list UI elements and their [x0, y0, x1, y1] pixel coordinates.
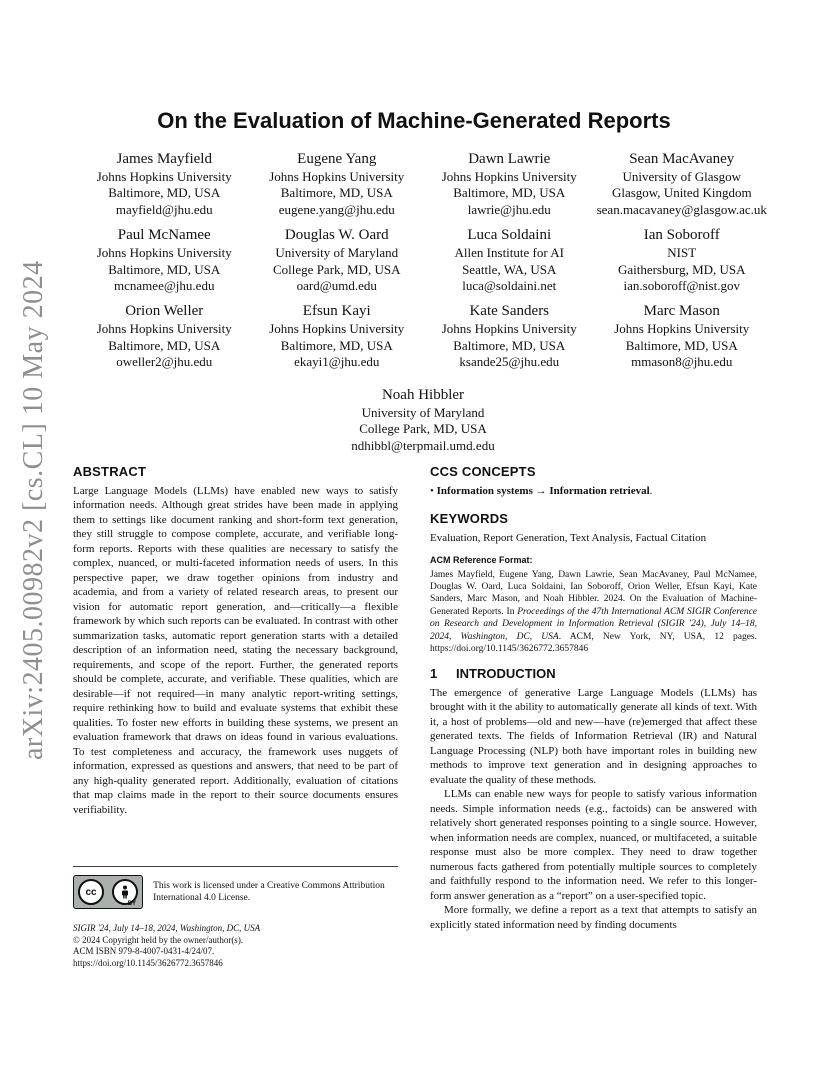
- author-email: oweller2@jhu.edu: [116, 354, 213, 370]
- license-block: [73, 866, 398, 969]
- author-email: ksande25@jhu.edu: [459, 354, 560, 370]
- author-email: sean.macavaney@glasgow.ac.uk: [596, 201, 767, 217]
- ccs-item-information-retrieval: Information retrieval: [549, 484, 650, 497]
- author-name: Ian Soboroff: [643, 227, 720, 244]
- introduction-heading: [430, 667, 757, 682]
- author-affiliation: Johns Hopkins University: [614, 321, 750, 337]
- author-location: College Park, MD, USA: [359, 421, 487, 437]
- acm-reference-text: [430, 569, 757, 656]
- author-email: ndhibbl@terpmail.umd.edu: [351, 437, 495, 453]
- license-text: This work is licensed under a Creative Commons Attribution International 4.0 License.: [153, 880, 385, 903]
- author-location: Baltimore, MD, USA: [280, 185, 393, 201]
- author-card: [596, 150, 769, 218]
- section-title: INTRODUCTION: [456, 666, 556, 682]
- author-name: Marc Mason: [643, 303, 720, 320]
- author-card: [423, 226, 596, 294]
- author-location: Baltimore, MD, USA: [108, 185, 221, 201]
- author-affiliation: University of Maryland: [275, 245, 399, 261]
- acm-reference-heading: ACM Reference Format:: [430, 555, 533, 565]
- ccs-item-information-systems: Information systems: [436, 484, 533, 497]
- author-affiliation: Allen Institute for AI: [454, 245, 564, 261]
- author-affiliation: Johns Hopkins University: [96, 321, 232, 337]
- author-affiliation: Johns Hopkins University: [269, 169, 405, 184]
- author-affiliation: University of Glasgow: [622, 169, 741, 184]
- author-name: Orion Weller: [125, 303, 204, 320]
- author-name: Kate Sanders: [469, 303, 550, 320]
- author-name: Luca Soldaini: [467, 227, 552, 244]
- paper-title: On the Evaluation of Machine-Generated Reports: [157, 108, 671, 133]
- author-grid: [78, 150, 768, 371]
- author-card: [78, 226, 251, 294]
- author-location: College Park, MD, USA: [273, 261, 401, 277]
- ccs-bullet: •: [430, 484, 434, 497]
- author-email: ian.soboroff@nist.gov: [623, 278, 740, 294]
- author-card: [251, 226, 424, 294]
- author-card: [423, 150, 596, 218]
- acm-reference-authors: James Mayfield, Eugene Yang, Dawn Lawrie, Sean MacAvaney, Paul McNamee, Douglas W. Oard, Luca Soldaini, Ian Soboroff, Orion Weller, Efsun Kayi, Kate Sanders, Marc Mason, and Noah Hibbler. 2024. On the Evaluation of Machine-Generated Reports. In: [430, 569, 757, 617]
- cc-by-logo[interactable]: [73, 875, 143, 909]
- right-column: [430, 465, 757, 932]
- isbn-line: ACM ISBN 979-8-4007-0431-4/24/07.: [73, 946, 215, 956]
- author-email: luca@soldaini.net: [462, 278, 557, 294]
- author-email: eugene.yang@jhu.edu: [278, 201, 395, 217]
- ccs-arrow: →: [535, 484, 547, 497]
- author-name: Dawn Lawrie: [468, 151, 551, 167]
- keywords-heading: KEYWORDS: [430, 511, 509, 526]
- copyright-line: © 2024 Copyright held by the owner/author(s).: [73, 934, 244, 945]
- author-location: Baltimore, MD, USA: [453, 337, 566, 353]
- author-name: James Mayfield: [116, 151, 212, 167]
- author-card: [251, 150, 424, 218]
- author-location: Baltimore, MD, USA: [625, 337, 738, 353]
- author-affiliation: Johns Hopkins University: [441, 169, 577, 184]
- venue-line: SIGIR '24, July 14–18, 2024, Washington, DC, USA: [73, 923, 261, 933]
- doi-link[interactable]: https://doi.org/10.1145/3626772.3657846: [73, 957, 223, 968]
- publication-info: [73, 923, 398, 969]
- author-name: Noah Hibbler: [381, 387, 465, 403]
- intro-paragraph-2: LLMs can enable new ways for people to satisfy various information needs. Simple information needs (e.g., factoids) can be answered with relatively short generated responses pointing to a single source. However, when information needs are complex, nuanced, or multifaceted, a suitable response must also be more complex. They need to draw together numerous facts gathered from potentially multiple sources to completely and faithfully respond to the information need. We refer to this longer-form answer generation as a “report” on a user-specified topic.: [430, 788, 757, 902]
- author-email: ekayi1@jhu.edu: [294, 354, 380, 370]
- author-location: Glasgow, United Kingdom: [611, 185, 752, 201]
- author-affiliation: Johns Hopkins University: [96, 169, 232, 184]
- acm-reference-proceedings: Proceedings of the 47th International ACM SIGIR Conference on Research and Development in Information Retrieval (SIGIR '24), July 14–18, 2024, Washington, DC, USA: [430, 606, 757, 642]
- author-name: Eugene Yang: [297, 151, 377, 167]
- author-affiliation: NIST: [667, 245, 697, 261]
- author-email: oard@umd.edu: [296, 278, 377, 294]
- intro-paragraph-3: More formally, we define a report as a text that attempts to satisfy an explicitly stated information need by finding documents: [430, 904, 757, 931]
- author-location: Baltimore, MD, USA: [108, 337, 221, 353]
- intro-paragraph-1: The emergence of generative Large Language Models (LLMs) has brought with it the ability to automatically generate all kinds of text. With it, a host of problems—old and new—have (re)emerged that affect these generated texts. The fields of Information Retrieval (IR) and Natural Language Processing (NLP) both have important roles in building new methods to improve text generation and in designing approaches to evaluate the quality of these methods.: [430, 686, 757, 786]
- author-card: [423, 302, 596, 370]
- acm-reference-tail: . ACM, New York, NY, USA, 12 pages. https://doi.org/10.1145/3626772.3657846: [430, 631, 757, 654]
- author-block: [78, 150, 768, 453]
- author-email: lawrie@jhu.edu: [467, 201, 551, 217]
- author-affiliation: University of Maryland: [361, 405, 485, 420]
- author-email: mmason8@jhu.edu: [631, 354, 733, 370]
- author-location: Gaithersburg, MD, USA: [617, 261, 746, 277]
- cc-icon: cc: [78, 879, 104, 905]
- author-name: Douglas W. Oard: [284, 227, 389, 244]
- author-affiliation: Johns Hopkins University: [96, 245, 232, 261]
- author-card: [251, 302, 424, 370]
- author-name: Paul McNamee: [117, 227, 211, 244]
- author-name: Sean MacAvaney: [629, 151, 735, 167]
- author-location: Baltimore, MD, USA: [280, 337, 393, 353]
- author-location: Baltimore, MD, USA: [453, 185, 566, 201]
- author-email: mayfield@jhu.edu: [115, 201, 213, 217]
- keywords-text: Evaluation, Report Generation, Text Analysis, Factual Citation: [430, 531, 707, 544]
- author-affiliation: Johns Hopkins University: [441, 321, 577, 337]
- author-location: Seattle, WA, USA: [462, 261, 557, 277]
- ccs-concept: [430, 484, 757, 499]
- by-label: BY: [127, 901, 137, 907]
- arxiv-identifier: arXiv:2405.00982v2 [cs.CL] 10 May 2024: [18, 260, 49, 760]
- ccs-heading: CCS CONCEPTS: [430, 464, 536, 479]
- ccs-period: .: [649, 484, 653, 497]
- author-location: Baltimore, MD, USA: [108, 261, 221, 277]
- abstract-text: Large Language Models (LLMs) have enabled new ways to satisfy information needs. Although great strides have been made in applying them to settings like document ranking and short-form text generation, they still struggle to compose complete, accurate, and verifiable long-form reports. Reports with these qualities are necessary to satisfy the complex, nuanced, or multi-faceted information needs of users. In this perspective paper, we draw together opinions from industry and academia, and from a variety of related research areas, to present our vision for automatic report generation, and—critically—a flexible framework by which such reports can be evaluated. In contrast with other summarization tasks, automatic report generation starts with a detailed description of an information need, stating the necessary background, requirements, and scope of the report. Further, the generated reports should be complete, accurate, and verifiable. These qualities, which are desirable—if not required—in many analytic report-writing settings, require rethinking how to build and evaluate systems that exhibit these qualities. To foster new efforts in building these systems, we present an evaluation framework that draws on ideas found in various evaluations. To test completeness and accuracy, the framework uses nuggets of information, expressed as questions and answers, that need to be part of any high-quality generated report. Additionally, evaluation of citations that map claims made in the report to their source documents ensures verifiability.: [73, 484, 398, 816]
- author-card: [78, 302, 251, 370]
- abstract-heading: ABSTRACT: [73, 464, 147, 479]
- author-card: [78, 150, 251, 218]
- author-card: [596, 226, 769, 294]
- left-column: [73, 465, 398, 817]
- author-card: [78, 386, 768, 454]
- author-email: mcnamee@jhu.edu: [114, 278, 215, 294]
- author-card: [596, 302, 769, 370]
- author-name: Efsun Kayi: [302, 303, 371, 320]
- author-affiliation: Johns Hopkins University: [269, 321, 405, 337]
- section-number: 1: [430, 666, 438, 682]
